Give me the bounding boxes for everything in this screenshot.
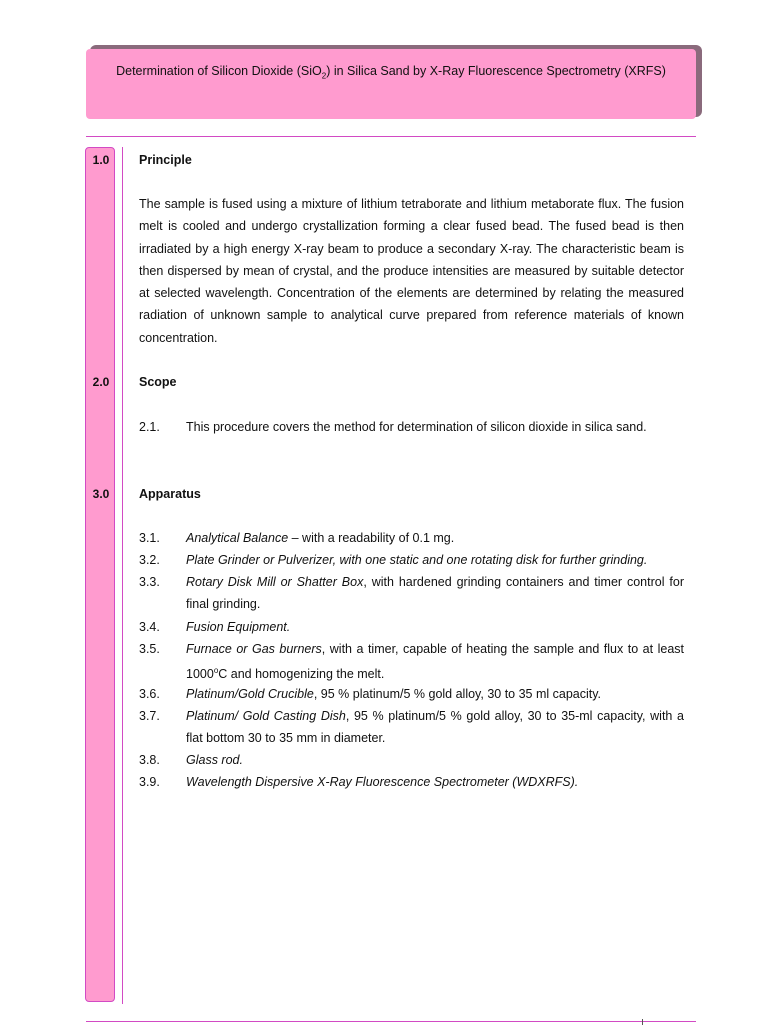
top-divider <box>86 136 696 137</box>
section-number: 2.0 <box>92 375 110 389</box>
item-number: 3.6. <box>139 687 160 701</box>
bottom-divider <box>86 1021 696 1022</box>
item-text: This procedure covers the method for determination of silicon dioxide in silica sand. <box>186 420 647 434</box>
item-number: 3.3. <box>139 575 160 589</box>
list-item <box>139 749 684 771</box>
document-title: Determination of Silicon Dioxide (SiO$_2$) in Silica Sand by X-Ray Fluorescence Spectrometry (XRFS) <box>116 64 666 81</box>
item-text: Fusion Equipment. <box>186 620 291 634</box>
item-text: Glass rod. <box>186 753 243 767</box>
item-number: 3.4. <box>139 620 160 634</box>
list-item <box>139 705 684 750</box>
sidebar-rule <box>122 147 123 1004</box>
header-box <box>86 49 696 119</box>
item-number: 3.7. <box>139 709 160 723</box>
section-heading-principle: Principle <box>139 153 192 167</box>
item-text: Wavelength Dispersive X-Ray Fluorescence Spectrometer (WDXRFS). <box>186 775 579 789</box>
item-number: 2.1. <box>139 420 160 434</box>
section-heading-scope: Scope <box>139 375 177 389</box>
item-text: Platinum/ Gold Casting Dish, 95 % platinum/5 % gold alloy, 30 to 35-ml capacity, with a flat bottom 30 to 35 mm in diameter. <box>186 709 684 746</box>
list-item <box>139 549 684 571</box>
list-item <box>139 416 684 438</box>
item-number: 3.8. <box>139 753 160 767</box>
section-number: 1.0 <box>92 153 110 167</box>
section-number-sidebar <box>85 147 115 1002</box>
list-item <box>139 771 684 793</box>
item-number: 3.9. <box>139 775 160 789</box>
section-number: 3.0 <box>92 487 110 501</box>
list-item <box>139 683 684 705</box>
list-item <box>139 571 684 616</box>
item-text: Platinum/Gold Crucible, 95 % platinum/5 % gold alloy, 30 to 35 ml capacity. <box>186 687 602 701</box>
section-heading-apparatus: Apparatus <box>139 487 201 501</box>
principle-paragraph: The sample is fused using a mixture of lithium tetraborate and lithium metaborate flux. The fusion melt is cooled and undergo crystallization forming a clear fused bead. The fused bead is then irradiated by a high energy X-ray beam to produce a secondary X-ray. The characteristic beam is then dispersed by mean of crystal, and the produce intensities are measured by suitable detector at selected wavelength. Concentration of the elements are determined by relating the measured radiation of unknown sample to analytical curve prepared from reference materials of known concentration. <box>139 197 684 345</box>
item-number: 3.2. <box>139 553 160 567</box>
item-number: 3.5. <box>139 642 160 656</box>
list-item <box>139 616 684 638</box>
footer-tick <box>642 1019 643 1025</box>
item-number: 3.1. <box>139 531 160 545</box>
item-text: Analytical Balance – with a readability of 0.1 mg. <box>186 531 455 545</box>
item-text: Rotary Disk Mill or Shatter Box, with hardened grinding containers and timer control for final grinding. <box>186 575 684 612</box>
item-text: Plate Grinder or Pulverizer, with one static and one rotating disk for further grinding. <box>186 553 648 567</box>
list-item <box>139 638 684 686</box>
item-text: Furnace or Gas burners, with a timer, capable of heating the sample and flux to at least 1000$^o$C and homogenizing the melt. <box>186 642 684 682</box>
list-item <box>139 527 684 549</box>
